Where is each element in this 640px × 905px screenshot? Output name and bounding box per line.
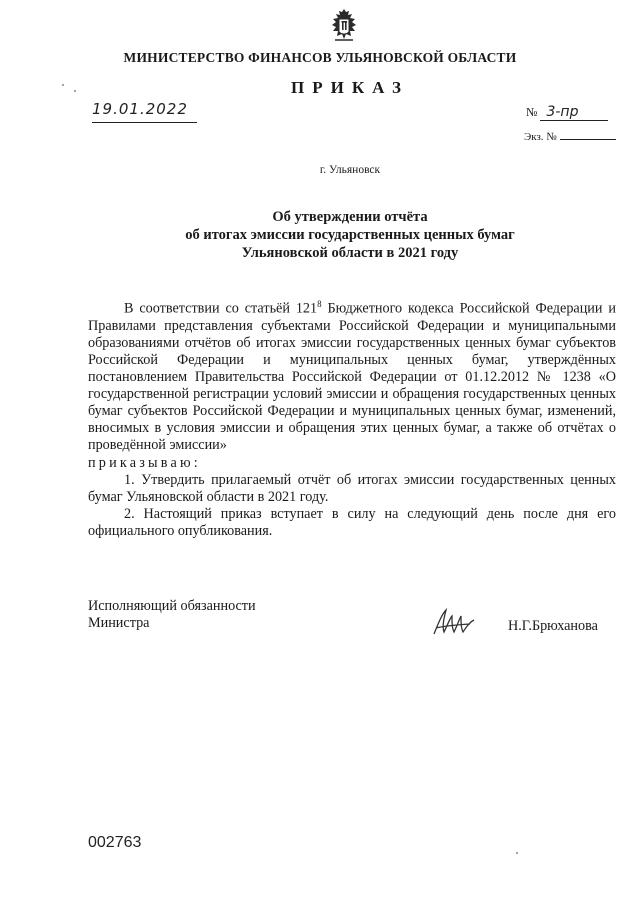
preamble-paragraph xyxy=(88,296,616,455)
preamble-rest: Бюджетного кодекса Российской Федерации и Правилами представления субъектами Российской Федерации и муниципальными образованиями отчётов об итогах эмиссии государственных ценных бумаг субъектов Российской Федерации и муниципальных ценных бумаг, утверждённых постановлением Правительства Российской Федерации от 01.12.2012 № 1238 «О государственной регистрации условий эмиссии и обращения государственных ценных бумаг субъектов Российской Федерации и муниципальных ценных бумаг, изменений, вносимых в условия эмиссии и обращения этих ценных бумаг, а также об отчётах о проведённой эмиссии» xyxy=(88,300,616,454)
document-date: 19.01.2022 xyxy=(92,100,197,123)
scan-speck xyxy=(516,852,518,854)
city: г. Ульяновск xyxy=(319,164,381,176)
copy-number xyxy=(524,128,616,143)
document-body xyxy=(88,296,616,540)
signatory-name: Н.Г.Брюханова xyxy=(508,618,598,634)
preamble-start: В соответствии со статьёй 121 xyxy=(124,300,318,317)
number-label: № xyxy=(526,105,538,119)
scan-speck xyxy=(74,90,76,92)
title-line-3: Ульяновской области в 2021 году xyxy=(241,245,459,261)
copy-label: Экз. № xyxy=(524,131,557,143)
article-superscript: 8 xyxy=(317,299,322,309)
coat-of-arms-icon xyxy=(330,8,358,44)
document-title xyxy=(0,208,640,262)
position-line-1: Исполняющий обязанности xyxy=(88,598,256,614)
signatory-position xyxy=(88,598,256,632)
title-line-1: Об утверждении отчёта xyxy=(272,209,428,225)
document-serial-number: 002763 xyxy=(88,834,142,851)
document-type: ПРИКАЗ xyxy=(291,78,409,97)
copy-blank-line xyxy=(560,128,616,140)
order-item-1: 1. Утвердить прилагаемый отчёт об итогах эмиссии государственных ценных бумаг Ульяновской области в 2021 году. xyxy=(88,471,616,505)
scan-speck xyxy=(62,84,64,86)
order-item-2: 2. Настоящий приказ вступает в силу на следующий день после дня его официального опубликования. xyxy=(88,505,616,539)
position-line-2: Министра xyxy=(88,615,150,631)
handwritten-signature xyxy=(430,604,480,640)
number-value: 3-пр xyxy=(540,104,608,121)
order-word: приказываю: xyxy=(88,454,201,471)
document-number xyxy=(526,104,608,121)
ministry-name: МИНИСТЕРСТВО ФИНАНСОВ УЛЬЯНОВСКОЙ ОБЛАСТИ xyxy=(123,50,517,65)
title-line-2: об итогах эмиссии государственных ценных бумаг xyxy=(185,227,515,243)
